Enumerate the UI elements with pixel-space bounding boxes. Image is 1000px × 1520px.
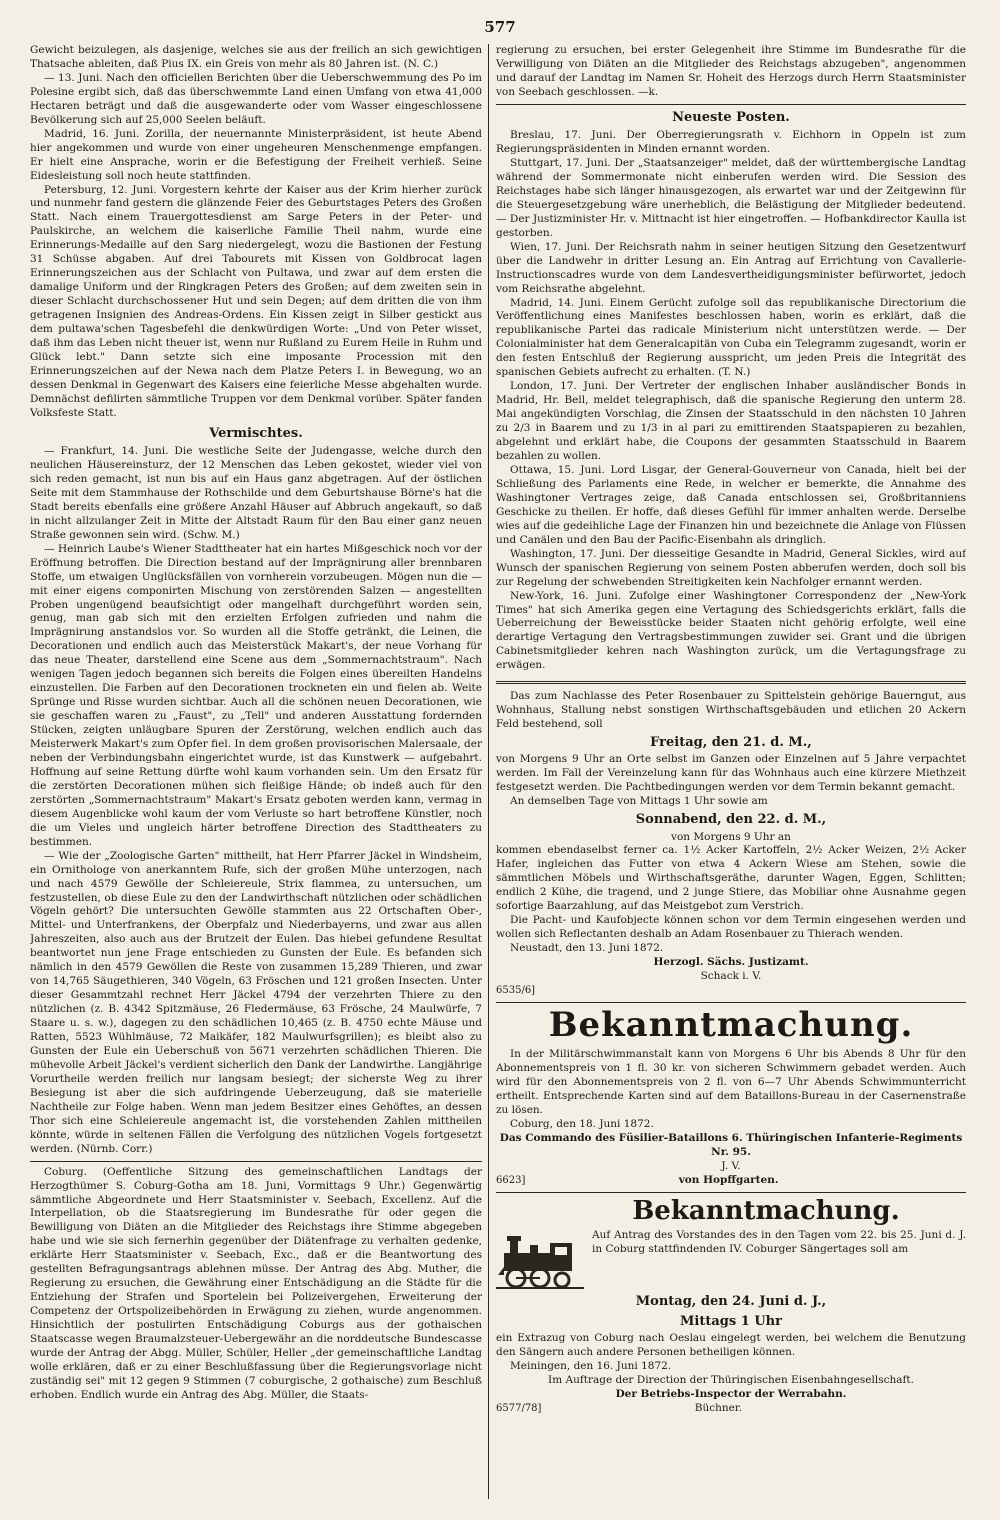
article-madrid-zorilla: Madrid, 16. Juni. Zorilla, der neuernannte Ministerpräsident, ist heute Abend hier angekommen und wurde von einer ungeheuren Menschenmenge empfangen. Er hielt eine Ansprache, worin er die Befestigung der Freiheit verhieß. Seine Eidesleistung soll noch heute stattfinden. xyxy=(30,127,482,182)
news-stuttgart: Stuttgart, 17. Juni. Der „Staatsanzeiger" meldet, daß der württembergische Landtag während der Sommermonate nicht einberufen werden wird. Die Session des Reichstages habe sich länger hinausgezogen, als erwartet war und der Zeitgewinn für die Steuergesetzgebung wäre unerheblich, die Belästigung der Mitglieder bedeutend. — Der Justizminister Hr. v. Mittnacht ist hier eingetroffen. — Hofbankdirector Kaulla ist gestorben. xyxy=(496,157,966,239)
ad-reference-number: 6623] xyxy=(496,1174,526,1186)
ad-separator xyxy=(496,1002,966,1003)
advertisement-schwimmanstalt xyxy=(496,1004,966,1188)
article-laube-theater: — Heinrich Laube's Wiener Stadttheater hat ein hartes Mißgeschick noch vor der Eröffnung betroffen. Die Direction bestand auf der Imprägnirung aller brennbaren Stoffe, um etwaigen Unglücksfällen von vornherein vorzubeugen. Mögen nun die — mit einer eigens componirten Mischung von zerstörenden Salzen — angestellten Proben ungenügend beaufsichtigt oder mangelhaft durchgeführt worden sein, genug, man gab sich mit den erzielten Erfolgen zufrieden und nahm die Imprägnirung anstandslos vor. So wurden all die Stoffe getränkt, die Leinen, die Decorationen und endlich auch das Meisterstück Makart's, der neue Vorhang für das neue Theater, darstellend eine Scene aus dem „Sommernachtstraum". Nach wenigen Tagen jedoch begannen sich bereits die Folgen eines übereilten Handelns einzustellen. Die Farben auf den Decorationen trockneten ein und fielen ab. Weite Sprünge und Risse wurden sichtbar. Auch all die schönen neuen Decorationen, wie sie geschaffen waren zu „Faust", zu „Tell" und anderen Ausstattung fordernden Stücken, zeigten unläugbare Spuren der Zerstörung, welchen endlich auch das Meisterwerk Makart's zum Opfer fiel. In dem großen provisorischen Malersaale, der neben der Verbindungsbahn eingerichtet wurde, ist das Kunstwerk — aufgebahrt. Hoffnung auf seine Rettung dürfte wohl kaum vorhanden sein. Um den Ersatz für die zerstörten Decorationen mühen sich fleißige Hände; ob indeß auch für den zerstörten „Sommernachtstraum" Makart's Ersatz geboten werden kann, vermag in diesem Augenblicke wohl kaum der vom Verluste so hart betroffene Künstler, noch die um Vieles und ungleich härter betroffene Direction des Stadttheaters zu bestimmen. xyxy=(30,542,482,848)
ad-date-friday: Freitag, den 21. d. M., xyxy=(650,735,812,751)
ad-text: An demselben Tage von Mittags 1 Uhr sowie am xyxy=(510,795,768,808)
ad-signature-line xyxy=(496,1402,966,1416)
ad-title: Bekanntmachung. xyxy=(632,1195,900,1226)
news-new-york: New-York, 16. Juni. Zufolge einer Washingtoner Correspondenz der „New-York Times" hat sich Amerika gegen eine Vertagung des Schiedsgerichts erklärt, falls die Ueberreichung der Beweisstücke beider Staaten nicht gehörig erfolgte, weil eine derartige Vertagung den Vertragsbestimmungen zuwider sei. Grant und die übrigen Cabinetsmitglieder kehren nach Washington zurück, um die Vertagungsfrage zu erwägen. xyxy=(496,589,966,672)
ad-signature-name: von Hopffgarten. xyxy=(678,1173,779,1186)
ad-place-date: Neustadt, den 13. Juni 1872. xyxy=(510,942,664,955)
ad-reference-number: 6535/6] xyxy=(496,984,536,996)
ad-signature-line xyxy=(496,1174,966,1188)
ad-text: kommen ebendaselbst ferner ca. 1½ Acker Kartoffeln, 2½ Acker Weizen, 2½ Acker Hafer, ingleichen das Futter von etwa 4 Ackern Wiese am Stehen, sowie die sämmtlichen Möbels und Wirthschaftsgeräthe, darunter Wagen, Eggen, Schlitten; endlich 2 Kühe, die tragend, und 2 junge Stiere, das Mobiliar ohne Ausnahme gegen sofortige Baarzahlung, auf das Meistgebot zum Verstrich. xyxy=(496,844,966,913)
news-washington: Washington, 17. Juni. Der diesseitige Gesandte in Madrid, General Sickles, wird auf Wunsch der spanischen Regierung von seinem Posten abberufen werden, doch soll bis zur Regelung der schwebenden Streitigkeiten kein Nachfolger ernannt werden. xyxy=(496,547,966,588)
column-divider xyxy=(488,44,489,1499)
article-frankfurt: — Frankfurt, 14. Juni. Die westliche Seite der Judengasse, welche durch den neulichen Häusereinsturz, der 12 Menschen das Leben gekostet, wieder viel von sich reden gemacht, ist nun bis auf ein Haus ganz abgetragen. Auf der östlichen Seite mit dem Stammhause der Rothschilde und dem Geburtshause Börne's hat die Stadt bereits ebenfalls eine größere Anzahl Häuser auf Abbruch angekauft, so daß in nicht allzulanger Zeit in Mitte der Altstadt Raum für den Bau einer ganz neuen Straße gewonnen sein wird. (Schw. M.) xyxy=(30,445,482,541)
ad-date: Montag, den 24. Juni d. J., xyxy=(635,1294,827,1310)
news-ottawa: Ottawa, 15. Juni. Lord Lisgar, der General-Gouverneur von Canada, hielt bei der Schließung des Parlaments eine Rede, in welcher er bemerkte, die Annahme des Washingtoner Vertrages zeige, daß Canada entschlossen sei, Großbritanniens Geschicke zu theilen. Er hoffe, daß dieses Gefühl für immer anhalten werde. Derselbe wies auf die gedeihliche Lage der Finanzen hin und bezeichnete die Anlage von Flüssen und Canälen und den Bau der Pacific-Eisenbahn als dringlich. xyxy=(496,463,966,546)
ad-signature-name: Büchner. xyxy=(694,1401,743,1414)
ad-text: von Morgens 9 Uhr an xyxy=(671,830,791,843)
ad-place-date: Coburg, den 18. Juni 1872. xyxy=(510,1118,654,1131)
ad-signature-sub: Schack i. V. xyxy=(700,970,762,983)
ad-title: Bekanntmachung. xyxy=(548,1004,914,1045)
section-rule xyxy=(496,104,966,105)
ad-separator xyxy=(496,681,966,684)
ad-place-date: Meiningen, den 16. Juni 1872. xyxy=(510,1359,672,1372)
ad-text: von Morgens 9 Uhr an Orte selbst im Ganzen oder Einzelnen auf 5 Jahre verpachtet werden. Im Fall der Vereinzelung kann für das Wohnhaus auch eine kürzere Miethzeit festgesetzt werden. Die Pachtbedingungen werden vor dem Termin bekannt gemacht. xyxy=(496,753,966,794)
article-zoologischer-garten: — Wie der „Zoologische Garten" mittheilt, hat Herr Pfarrer Jäckel in Windsheim, ein Ornithologe von anerkanntem Rufe, sich der großen Mühe unterzogen, nach und nach 4579 Gewölle der Schleiereule, Strix flammea, zu untersuchen, um festzustellen, ob diese Eule zu den der Landwirthschaft nützlichen oder schädlichen Vögeln gehört? Die untersuchten Gewölle stammten aus 22 Ortschaften Ober-, Mittel- und Unterfrankens, der Oberpfalz und Niederbayerns, und zwar aus allen Jahreszeiten, also auch aus der Brutzeit der Eulen. Das hiebei gefundene Resultat beantwortet nun jene Frage entschieden zu Gunsten der Eule. Es befanden sich nämlich in den 4579 Gewöllen die Reste von zusammen 15,289 Thieren, und zwar von 14,765 Säugethieren, 340 Vögeln, 63 Fröschen und 121 großen Insecten. Unter dieser Gesammtzahl rechnet Herr Jäckel 4794 der verzehrten Thiere zu den nützlichen (z. B. 4342 Spitzmäuse, 26 Fledermäuse, 63 Frösche, 24 Maulwürfe, 7 Staare u. s. w.), dagegen zu den schädlichen 10,465 (z. B. 4750 echte Mäuse und Ratten, 5523 Wühlmäuse, 72 Maikäfer, 182 Maulwurfsgrillen); es bleibt also zu Gunsten der Eule ein Ueberschuß von 5671 verzehrten schädlichen Thieren. Die mühevolle Arbeit Jäckel's verdient sicherlich den Dank der Landwirthe. Langjährige Vorurtheile werden freilich nur langsam besiegt; der sicherste Weg zu ihrer Besiegung ist aber die sich aufdringende Ueberzeugung, daß sie materielle Nachtheile zur Folge haben. Wenn man jedem Besitzer eines Gehöftes, an dessen Thor sich eine Schleiereule angemacht ist, die vorstehenden Zahlen mittheilen könnte, würde in seltenen Fällen die Verfolgung des nützlichen Vogels fortgesetzt werden. (Nürnb. Corr.) xyxy=(30,849,482,1155)
ad-signature-intro: Im Auftrage der Direction der Thüringischen Eisenbahngesellschaft. xyxy=(548,1373,914,1386)
ad-text: In der Militärschwimmanstalt kann von Morgens 6 Uhr bis Abends 8 Uhr für den Abonnementspreis von 1 fl. 30 kr. von sicheren Schwimmern gebadet werden. Auch wird für den Abonnementspreis von 2 fl. von 6—7 Uhr Abends Schwimmunterricht ertheilt. Entsprechende Karten sind auf dem Bataillons-Bureau in der Casernenstraße zu lösen. xyxy=(496,1048,966,1117)
ad-text: Auf Antrag des Vorstandes des in den Tagen vom 22. bis 25. Juni d. J. in Coburg stattfindenden IV. Coburger Sängertages soll am xyxy=(592,1229,966,1256)
section-rule xyxy=(30,1161,482,1162)
news-wien: Wien, 17. Juni. Der Reichsrath nahm in seiner heutigen Sitzung den Gesetzentwurf über die Landwehr in dritter Lesung an. Ein Antrag auf Errichtung von Cavallerie-Instructionscadres wurde von dem Landesvertheidigungsminister befürwortet, jedoch vom Reichsrathe abgelehnt. xyxy=(496,240,966,295)
ad-signature-sub: J. V. xyxy=(721,1159,741,1172)
page-number: 577 xyxy=(484,18,516,36)
ad-date-saturday: Sonnabend, den 22. d. M., xyxy=(635,812,827,828)
ad-text: ein Extrazug von Coburg nach Oeslau eingelegt werden, bei welchem die Benutzung den Sängern auch andere Personen betheiligen können. xyxy=(496,1332,966,1358)
locomotive-icon xyxy=(496,1231,584,1291)
ad-signature: Das Commando des Füsilier-Bataillons 6. Thüringischen Infanterie-Regiments Nr. 95. xyxy=(499,1132,963,1158)
news-london: London, 17. Juni. Der Vertreter der englischen Inhaber ausländischer Bonds in Madrid, Hr. Bell, meldet telegraphisch, daß die spanische Regierung den unterm 28. Mai angekündigten Vorschlag, die Zinsen der Staatsschuld in den nächsten 10 Jahren zu 2/3 in Baarem und zu 1/3 in al pari zu emittirenden Staatspapieren zu bezahlen, abgelehnt und erklärt habe, die Coupons der gesammten Staatsschuld in Baarem bezahlen zu wollen. xyxy=(496,380,966,463)
section-heading-vermischtes: Vermischtes. xyxy=(209,425,303,441)
ad-separator xyxy=(496,1192,966,1193)
right-column xyxy=(496,44,966,1499)
ad-text: Die Pacht- und Kaufobjecte können schon vor dem Termin eingesehen werden und wollen sich Reflectanten deshalb an Adam Rosenbauer zu Thierach wenden. xyxy=(496,914,966,941)
ad-reference-number: 6577/78] xyxy=(496,1402,542,1414)
news-madrid: Madrid, 14. Juni. Einem Gerücht zufolge soll das republikanische Directorium die Veröffentlichung eines Manifestes beschlossen haben, worin es erklärt, daß die republikanische Partei das radicale Ministerium nicht unterstützen werde. — Der Colonialminister hat dem Generalcapitän von Cuba ein Telegramm zugesandt, worin er den festen Entschluß der Regierung ausspricht, um jeden Preis die Integrität des spanischen Gebiets aufrecht zu erhalten. (T. N.) xyxy=(496,296,966,379)
article-continuation: regierung zu ersuchen, bei erster Gelegenheit ihre Stimme im Bundesrathe für die Verwilligung von Diäten an die Mitglieder des Reichstags abzugeben", angenommen und darauf der Landtag im Namen Sr. Hoheit des Herzogs durch Herrn Staatsminister von Seebach geschlossen. —k. xyxy=(496,44,966,98)
article-intro-continuation: Gewicht beizulegen, als dasjenige, welches sie aus der freilich an sich gewichtigen Thatsache ableiten, daß Pius IX. ein Greis von mehr als 80 Jahren ist. (N. C.) xyxy=(30,44,482,70)
ad-signature: Herzogl. Sächs. Justizamt. xyxy=(653,956,809,969)
section-heading-neueste-posten: Neueste Posten. xyxy=(672,109,790,125)
left-column xyxy=(30,44,482,1499)
ad-intro: Das zum Nachlasse des Peter Rosenbauer zu Spittelstein gehörige Bauerngut, aus Wohnhaus, Stallung nebst sonstigen Wirthschaftsgebäuden und etlichen 20 Ackern Feld bestehend, soll xyxy=(496,690,966,731)
news-breslau: Breslau, 17. Juni. Der Oberregierungsrath v. Eichhorn in Oppeln ist zum Regierungspräsidenten in Minden ernannt worden. xyxy=(496,129,966,156)
article-petersburg: Petersburg, 12. Juni. Vorgestern kehrte der Kaiser aus der Krim hierher zurück und nunmehr fand gestern die glänzende Feier des Geburtstages Peters des Großen Statt. Nach einem Trauergottesdienst am Sarge Peters in der Peter- und Paulskirche, an welchem die kaiserliche Familie Theil nahm, wurde eine Erinnerungs-Medaille auf den Sarg niedergelegt, wozu die Bastionen der Festung 31 Schüsse abgaben. Auf drei Tabourets mit Kissen von Goldbrocat lagen Erinnerungszeichen aus der Schlacht von Pultawa, und zwar auf dem ersten die damalige Uniform und der Ringkragen Peters des Großen; auf dem zweiten sein in dieser Schlacht durchschossener Hut und sein Degen; auf dem dritten die von ihm getragenen Insignien des Andreas-Ordens. Ein Kissen zeigt in Silber gestickt aus dem pultawa'schen Tagesbefehl die denkwürdigen Worte: „Und von Peter wisset, daß ihm das Leben nicht theuer ist, wenn nur Rußland zu Eurem Heile in Ruhm und Glück lebt." Dann setzte sich eine imposante Procession mit den Erinnerungszeichen auf der Newa nach dem Platze Peters I. in Bewegung, wo an dessen Denkmal in Gegenwart des Kaisers eine feierliche Messe abgehalten wurde. Demnächst defilirten sämmtliche Truppen vor dem Denkmal vorüber. Später fanden Volksfeste Statt. xyxy=(30,183,482,419)
article-coburg-landtag: Coburg. (Oeffentliche Sitzung des gemeinschaftlichen Landtags der Herzogthümer S. Coburg-Gotha am 18. Juni, Vormittags 9 Uhr.) Gegenwärtig sämmtliche Abgeordnete und Herr Staatsminister v. Seebach, Excellenz. Auf die Interpellation, ob die Staatsregierung im Bundesrathe für oder gegen die Bewilligung von Diäten an die Mitglieder des Reichstags ihre Stimme abgegeben habe und wie sie sich fernerhin gegenüber der Diätenfrage zu verhalten gedenke, erklärte Herr Staatsminister v. Seebach, Exc., daß er die Beantwortung des gestellten Befragungsantrags ablehnen müsse. Der Antrag des Abg. Muther, die Regierung zu ersuchen, die Gewährung einer Entschädigung an die Städte für die Entziehung der Strafen und Sportelein bei Polizeivergehen, Erweiterung der Competenz der Ortspolizeibehörden in Erwägung zu ziehen, wurde angenommen. Hinsichtlich der postulirten Entschädigung Coburgs aus der gothaischen Staatscasse wegen Braumalzsteuer-Uebergewähr an die norddeutsche Bundescasse wurde der Antrag der Abgg. Müller, Schüler, Heller „der gemeinschaftliche Landtag wolle erklären, daß er zu einer Beschlußfassung über die Regierungsvorlage nicht zuständig sei" mit 12 gegen 9 Stimmen (7 coburgische, 2 gothaische) zum Beschluß erhoben. Endlich wurde ein Antrag des Abg. Müller, die Staats- xyxy=(30,1165,482,1401)
ad-signature: Der Betriebs-Inspector der Werrabahn. xyxy=(615,1387,847,1400)
ad-time: Mittags 1 Uhr xyxy=(680,1313,782,1329)
article-po-flood: — 13. Juni. Nach den officiellen Berichten über die Ueberschwemmung des Po im Polesine ergibt sich, daß das überschwemmte Land einen Umfang von etwa 41,000 Hectaren beträgt und daß die ausgewanderte oder vom Wasser eingeschlossene Bevölkerung sich auf 25,000 Seelen beläuft. xyxy=(30,71,482,126)
advertisement-extrazug xyxy=(496,1197,966,1416)
advertisement-rosenbauer xyxy=(496,690,966,998)
